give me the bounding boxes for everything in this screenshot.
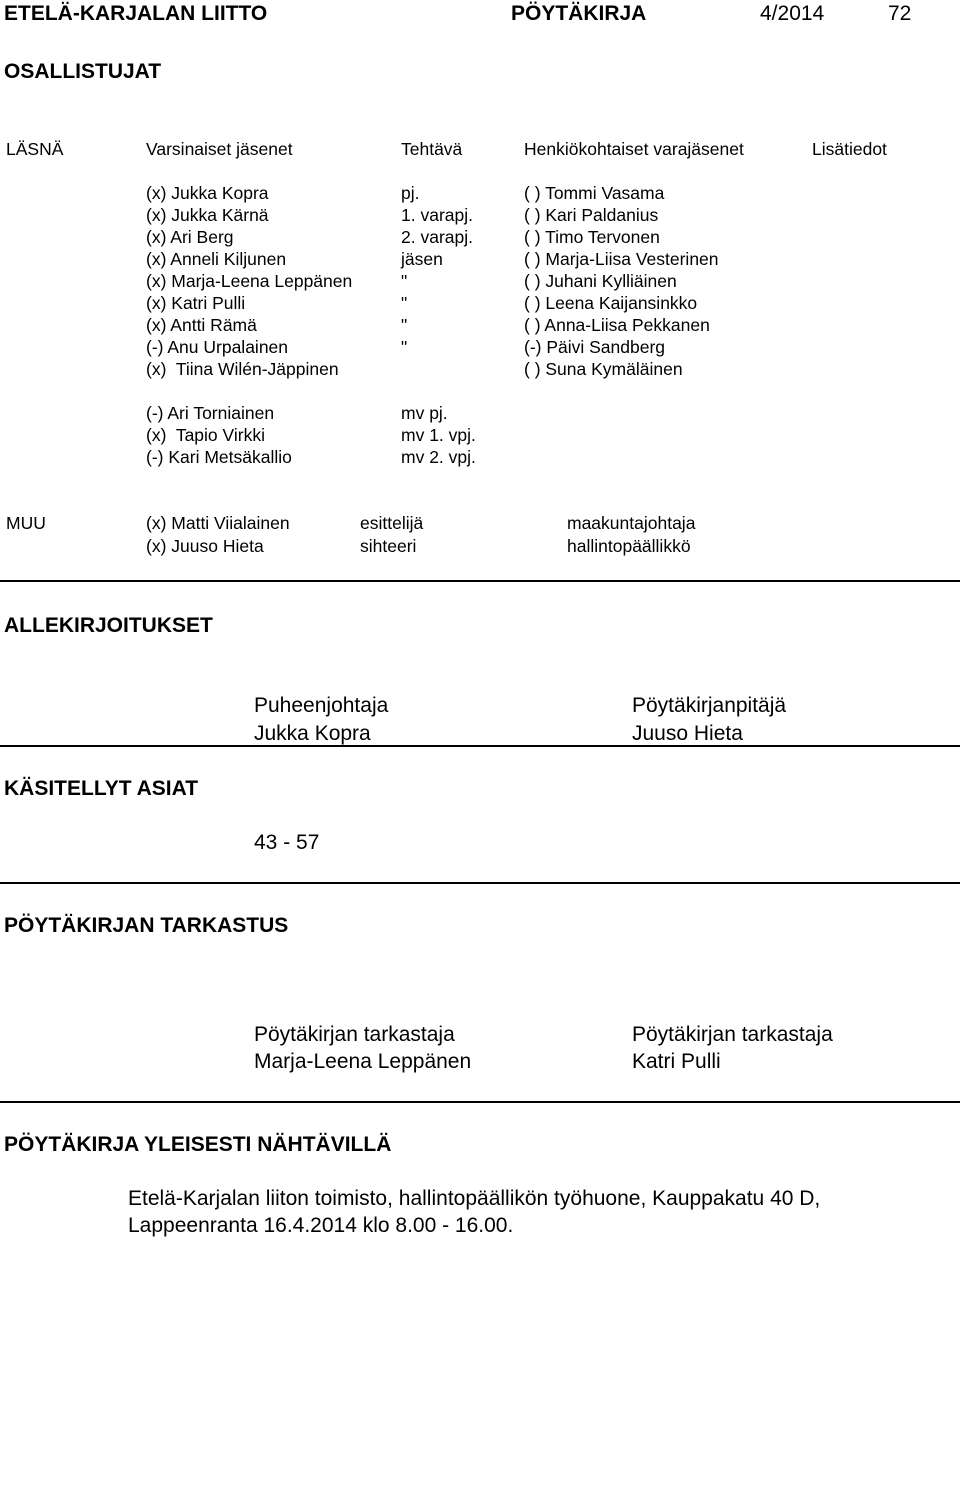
organization-name: ETELÄ-KARJALAN LIITTO	[4, 2, 268, 25]
member-role: "	[401, 315, 408, 335]
muu-label: MUU	[6, 513, 46, 533]
member-role: jäsen	[401, 249, 443, 269]
deputy-name: ( ) Anna-Liisa Pekkanen	[524, 315, 710, 335]
column-header-deputies: Henkiökohtaiset varajäsenet	[524, 139, 744, 159]
deputy-name: (-) Päivi Sandberg	[524, 337, 666, 357]
deputy-name: ( ) Suna Kymäläinen	[524, 359, 683, 379]
column-header-extra: Lisätiedot	[812, 139, 887, 159]
divider	[0, 580, 960, 582]
mv-name: (x) Tapio Virkki	[146, 425, 265, 445]
muu-role: esittelijä	[360, 513, 424, 533]
mv-role: mv 2. vpj.	[401, 447, 476, 467]
mv-name: (-) Ari Torniainen	[146, 403, 275, 423]
secretary-name: Juuso Hieta	[632, 722, 743, 745]
deputy-name: ( ) Timo Tervonen	[524, 227, 660, 247]
member-name: (x) Katri Pulli	[146, 293, 246, 313]
member-name: (x) Ari Berg	[146, 227, 234, 247]
deputy-name: ( ) Leena Kaijansinkko	[524, 293, 698, 313]
member-name: (x) Tiina Wilén-Jäppinen	[146, 359, 339, 379]
column-header-lasna: LÄSNÄ	[6, 139, 64, 159]
mv-role: mv 1. vpj.	[401, 425, 476, 445]
divider	[0, 1101, 960, 1103]
location-line-1: Etelä-Karjalan liiton toimisto, hallintopäällikön työhuone, Kauppakatu 40 D,	[128, 1187, 821, 1210]
column-header-role: Tehtävä	[401, 139, 463, 159]
section-title-nahtavilla: PÖYTÄKIRJA YLEISESTI NÄHTÄVILLÄ	[4, 1133, 392, 1156]
document-type: PÖYTÄKIRJA	[511, 2, 647, 25]
member-role: pj.	[401, 183, 420, 203]
deputy-name: ( ) Tommi Vasama	[524, 183, 665, 203]
muu-name: (x) Matti Viialainen	[146, 513, 290, 533]
page-number: 72	[888, 2, 912, 25]
member-name: (x) Jukka Kopra	[146, 183, 269, 203]
muu-role: sihteeri	[360, 536, 417, 556]
chairman-role: Puheenjohtaja	[254, 694, 389, 717]
muu-title: maakuntajohtaja	[567, 513, 696, 533]
member-name: (x) Marja-Leena Leppänen	[146, 271, 353, 291]
location-line-2: Lappeenranta 16.4.2014 klo 8.00 - 16.00.	[128, 1214, 514, 1237]
deputy-name: ( ) Juhani Kylliäinen	[524, 271, 677, 291]
member-role: "	[401, 271, 408, 291]
mv-name: (-) Kari Metsäkallio	[146, 447, 292, 467]
member-role: 2. varapj.	[401, 227, 473, 247]
inspector-name-right: Katri Pulli	[632, 1050, 721, 1073]
muu-title: hallintopäällikkö	[567, 536, 691, 556]
muu-name: (x) Juuso Hieta	[146, 536, 264, 556]
section-title-allekirjoitukset: ALLEKIRJOITUKSET	[4, 614, 213, 637]
member-name: (-) Anu Urpalainen	[146, 337, 289, 357]
member-role: 1. varapj.	[401, 205, 473, 225]
chairman-name: Jukka Kopra	[254, 722, 371, 745]
deputy-name: ( ) Marja-Liisa Vesterinen	[524, 249, 719, 269]
member-role: "	[401, 293, 408, 313]
member-name: (x) Anneli Kiljunen	[146, 249, 287, 269]
divider	[0, 745, 960, 747]
member-name: (x) Jukka Kärnä	[146, 205, 269, 225]
section-title-osallistujat: OSALLISTUJAT	[4, 60, 162, 83]
column-header-members: Varsinaiset jäsenet	[146, 139, 293, 159]
section-title-kasitellyt: KÄSITELLYT ASIAT	[4, 777, 199, 800]
section-title-tarkastus: PÖYTÄKIRJAN TARKASTUS	[4, 914, 289, 937]
secretary-role: Pöytäkirjanpitäjä	[632, 694, 787, 717]
inspector-role-right: Pöytäkirjan tarkastaja	[632, 1023, 833, 1046]
mv-role: mv pj.	[401, 403, 448, 423]
member-role: "	[401, 337, 408, 357]
items-range: 43 - 57	[254, 831, 320, 854]
divider	[0, 882, 960, 884]
deputy-name: ( ) Kari Paldanius	[524, 205, 659, 225]
inspector-role-left: Pöytäkirjan tarkastaja	[254, 1023, 455, 1046]
member-name: (x) Antti Rämä	[146, 315, 257, 335]
document-number: 4/2014	[760, 2, 825, 25]
inspector-name-left: Marja-Leena Leppänen	[254, 1050, 472, 1073]
